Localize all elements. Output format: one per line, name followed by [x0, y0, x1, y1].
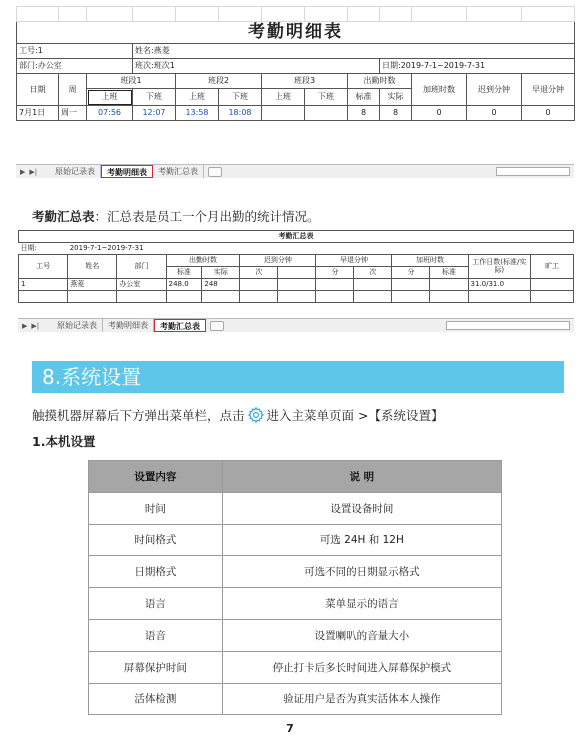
cell-actual: 8 [380, 106, 412, 121]
cell-on1: 07:56 [87, 106, 133, 121]
table-row [89, 651, 502, 683]
col-week: 周 [59, 74, 87, 106]
col-late-times: 次 [240, 267, 278, 279]
last-sheet-icon[interactable]: ▶| [31, 321, 40, 330]
col-seg1: 班段1 [87, 74, 176, 89]
col-early-min: 早退分钟 [316, 255, 392, 267]
table-row [17, 106, 575, 121]
tab-detail[interactable]: 考勤明细表 [103, 319, 154, 332]
tab-summary[interactable]: 考勤汇总表 [153, 165, 204, 178]
cell-off2: 18:08 [219, 106, 262, 121]
col-late-min: 迟到分钟 [240, 255, 316, 267]
col-early: 早退分钟 [522, 74, 575, 106]
col-ot-minutes: 分 [392, 267, 430, 279]
setting-item: 日期格式 [89, 556, 223, 588]
first-sheet-icon[interactable]: ▶ [22, 321, 28, 330]
col-ot-std: 标准 [430, 267, 468, 279]
col-attend-actual: 实际 [202, 267, 240, 279]
setting-item: 时间 [89, 492, 223, 524]
attendance-summary-sheet [18, 230, 574, 336]
tab-raw-records[interactable]: 原始记录表 [50, 165, 101, 178]
tab-detail[interactable]: 考勤明细表 [101, 165, 153, 178]
cell-dept: 办公室 [117, 279, 166, 291]
attendance-detail-sheet [16, 6, 574, 178]
settings-col-desc: 说 明 [222, 461, 501, 493]
summary-term: 考勤汇总表 [32, 209, 95, 224]
cell-ot: 0 [412, 106, 467, 121]
table-row [89, 492, 502, 524]
col-date: 日期 [17, 74, 59, 106]
cell-week: 周一 [59, 106, 87, 121]
setting-desc: 验证用户是否为真实活体本人操作 [222, 683, 501, 715]
setting-desc: 设置设备时间 [222, 492, 501, 524]
setting-item: 屏幕保护时间 [89, 651, 223, 683]
summary-tab-bar [18, 318, 574, 332]
table-row [89, 588, 502, 620]
cell-emp-id: 1 [19, 279, 68, 291]
cell-off1: 12:07 [133, 106, 176, 121]
col-overtime: 加班时数 [412, 74, 467, 106]
col-seg1-off: 下班 [133, 89, 176, 106]
attendance-summary-table [18, 230, 574, 303]
col-seg2-on: 上班 [176, 89, 219, 106]
setting-item: 活体检测 [89, 683, 223, 715]
tab-raw-records[interactable]: 原始记录表 [52, 319, 103, 332]
last-sheet-icon[interactable]: ▶| [29, 167, 38, 176]
col-early-times: 次 [354, 267, 392, 279]
summary-description [32, 207, 320, 225]
settings-col-item: 设置内容 [89, 461, 223, 493]
cell-attend-actual: 248 [202, 279, 240, 291]
col-std: 标准 [348, 89, 380, 106]
table-row [89, 683, 502, 715]
settings-table [88, 460, 502, 715]
horizontal-scrollbar[interactable] [496, 167, 570, 176]
setting-item: 语言 [89, 588, 223, 620]
cell-on2: 13:58 [176, 106, 219, 121]
section-banner: 8.系统设置 [32, 361, 564, 393]
cell-std: 8 [348, 106, 380, 121]
col-absent: 旷工 [531, 255, 574, 279]
new-sheet-icon[interactable] [208, 167, 222, 177]
cell-late: 0 [467, 106, 522, 121]
col-seg3-off: 下班 [305, 89, 348, 106]
date-range: 日期:2019-7-1~2019-7-31 [380, 59, 575, 74]
employee-id: 工号:1 [17, 44, 133, 59]
summary-date-range: 2019-7-1~2019-7-31 [69, 244, 144, 252]
summary-text: ：汇总表是员工一个月出勤的统计情况。 [94, 209, 320, 224]
col-seg3: 班段3 [262, 74, 348, 89]
tab-summary[interactable]: 考勤汇总表 [154, 319, 206, 332]
col-dept: 部门 [117, 255, 166, 279]
col-actual: 实际 [380, 89, 412, 106]
col-workdays: 工作日数(标准/实际) [468, 255, 531, 279]
intro-text-before: 触摸机器屏幕后下方弹出菜单栏，点击 [32, 408, 245, 423]
setting-desc: 可选不同的日期显示格式 [222, 556, 501, 588]
col-overtime-hours: 加班时数 [392, 255, 468, 267]
first-sheet-icon[interactable]: ▶ [20, 167, 26, 176]
col-seg2: 班段2 [176, 74, 262, 89]
setting-desc: 菜单显示的语言 [222, 588, 501, 620]
setting-desc: 可选 24H 和 12H [222, 524, 501, 556]
new-sheet-icon[interactable] [210, 321, 224, 331]
cell-early: 0 [522, 106, 575, 121]
shift: 班次:班次1 [133, 59, 380, 74]
setting-item: 语音 [89, 619, 223, 651]
cell-name: 燕菱 [68, 279, 117, 291]
summary-date-label: 日期: [20, 244, 37, 252]
sheet-tab-bar [16, 164, 574, 178]
cell-date: 7月1日 [17, 106, 59, 121]
page-number: 7 [286, 722, 294, 735]
employee-name: 姓名:燕菱 [133, 44, 575, 59]
col-early-minutes: 分 [316, 267, 354, 279]
cell-attend-std: 248.0 [166, 279, 202, 291]
table-row [89, 524, 502, 556]
col-name: 姓名 [68, 255, 117, 279]
setting-desc: 停止打卡后多长时间进入屏幕保护模式 [222, 651, 501, 683]
department: 部门:办公室 [17, 59, 133, 74]
gear-icon [247, 406, 265, 424]
col-attend-hours: 出勤时数 [348, 74, 412, 89]
table-row [89, 619, 502, 651]
horizontal-scrollbar[interactable] [446, 321, 570, 330]
col-late: 迟到分钟 [467, 74, 522, 106]
attendance-detail-table [16, 6, 575, 121]
col-seg2-off: 下班 [219, 89, 262, 106]
cell-workdays: 31.0/31.0 [468, 279, 531, 291]
sheet-title: 考勤明细表 [248, 22, 343, 42]
setting-desc: 设置喇叭的音量大小 [222, 619, 501, 651]
table-row [89, 556, 502, 588]
subsection-heading: 1.本机设置 [32, 434, 96, 449]
col-attend-std: 标准 [166, 267, 202, 279]
col-seg1-on[interactable]: 上班 [87, 89, 133, 106]
setting-item: 时间格式 [89, 524, 223, 556]
section-intro [32, 406, 443, 424]
col-seg3-on: 上班 [262, 89, 305, 106]
col-emp-id: 工号 [19, 255, 68, 279]
table-row [19, 279, 574, 291]
summary-sheet-title: 考勤汇总表 [278, 232, 314, 240]
intro-text-after: 进入主菜单页面 >【系统设置】 [266, 408, 444, 423]
col-attend: 出勤时数 [166, 255, 240, 267]
